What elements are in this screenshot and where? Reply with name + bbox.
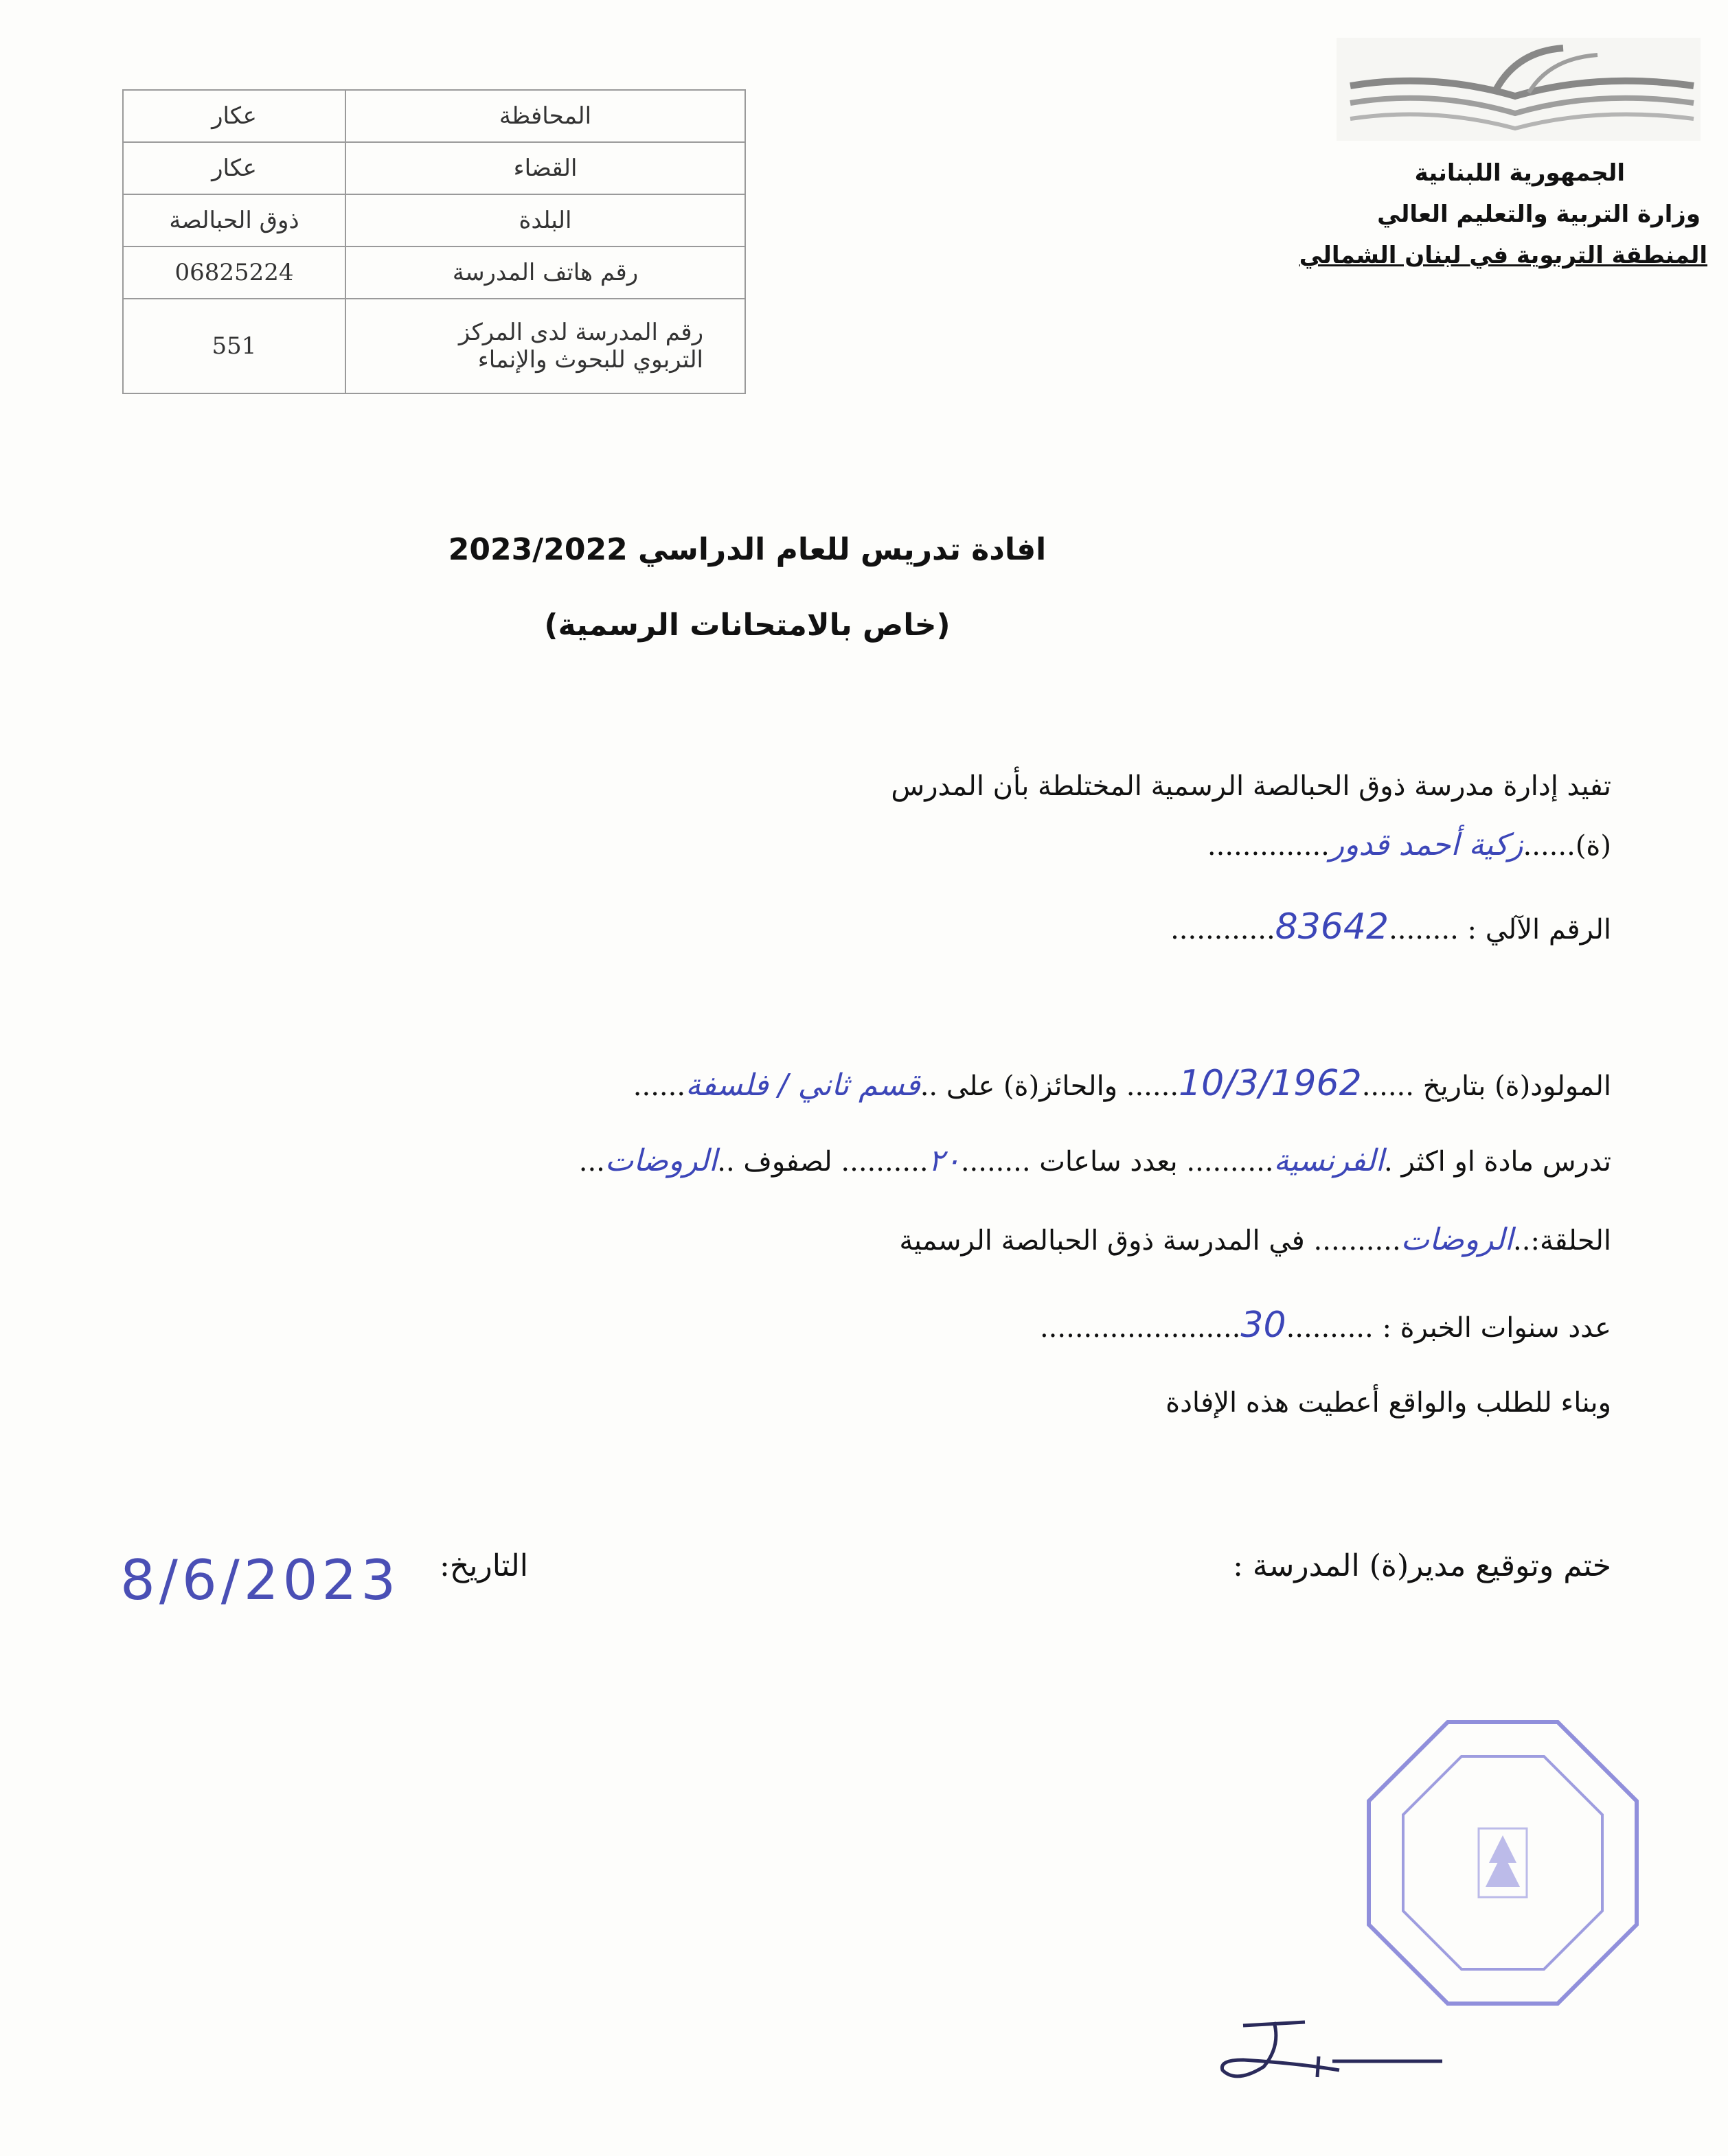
birth-line: المولود(ة) بتاريخ ......10/3/1962...... والحائز(ة) على ..قسم ثاني / فلسفة...... <box>633 1063 1611 1104</box>
hours-value: ٢٠ <box>928 1143 961 1178</box>
school-code-label <box>345 299 745 393</box>
experience-line: عدد سنوات الخبرة : ..........30....................... <box>1039 1305 1611 1346</box>
town-value: ذوق الحبالصة <box>123 194 345 246</box>
date-value: 8/6/2023 <box>120 1548 400 1612</box>
table-row <box>123 142 745 194</box>
school-code-label-line2: التربوي للبحوث والإنماء <box>477 346 703 374</box>
holder-label: والحائز(ة) على <box>946 1070 1118 1102</box>
holder-value: قسم ثاني / فلسفة <box>685 1068 920 1103</box>
teaches-label: تدرس مادة او اكثر <box>1401 1146 1611 1178</box>
closing-text: وبناء للطلب والواقع أعطيت هذه الإفادة <box>1166 1387 1611 1419</box>
document-title: افادة تدريس للعام الدراسي 2023/2022 <box>448 532 1047 567</box>
school-code-value: 551 <box>123 299 345 393</box>
teacher-name: زكية أحمد قدور <box>1329 827 1523 862</box>
date-label: التاريخ: <box>440 1548 529 1583</box>
school-stamp-icon <box>1358 1715 1647 2010</box>
id-line: الرقم الآلي : ........83642............ <box>1170 906 1611 948</box>
school-code-label-line1: رقم المدرسة لدى المركز <box>458 319 703 346</box>
table-row <box>123 90 745 142</box>
republic-name: الجمهورية اللبنانية <box>1414 159 1625 187</box>
governorate-value: عكار <box>123 90 345 142</box>
classes-value: الروضات <box>604 1143 718 1178</box>
document-subtitle: (خاص بالامتحانات الرسمية) <box>544 608 951 643</box>
intro-text: تفيد إدارة مدرسة ذوق الحبالصة الرسمية المختلطة بأن المدرس <box>891 770 1611 802</box>
signature-label: ختم وتوقيع مدير(ة) المدرسة : <box>1233 1548 1611 1583</box>
cycle-value: الروضات <box>1400 1222 1514 1257</box>
experience-label: عدد سنوات الخبرة : <box>1382 1312 1611 1344</box>
governorate-label: المحافظة <box>345 90 745 142</box>
id-label: الرقم الآلي : <box>1467 914 1611 945</box>
table-row <box>123 194 745 246</box>
id-value: 83642 <box>1275 906 1389 948</box>
table-row <box>123 246 745 299</box>
teacher-prefix: (ة) <box>1575 830 1611 862</box>
teaching-line: تدرس مادة او اكثر .الفرنسية.......... بعدد ساعات ........٢٠.......... لصفوف ..الروضات... <box>578 1143 1611 1178</box>
district-label: القضاء <box>345 142 745 194</box>
phone-label: رقم هاتف المدرسة <box>345 246 745 299</box>
teacher-line: (ة)......زكية أحمد قدور.............. <box>1207 827 1611 862</box>
district-value: عكار <box>123 142 345 194</box>
intro-line <box>891 770 1611 802</box>
school-text: في المدرسة ذوق الحبالصة الرسمية <box>899 1225 1305 1257</box>
ministry-name: وزارة التربية والتعليم العالي <box>1377 200 1701 228</box>
table-row <box>123 299 745 393</box>
born-value: 10/3/1962 <box>1179 1063 1362 1104</box>
born-label: المولود(ة) بتاريخ <box>1422 1070 1611 1102</box>
region-name: المنطقة التربوية في لبنان الشمالي <box>1299 242 1707 269</box>
ministry-logo-icon <box>1337 38 1701 141</box>
subject-value: الفرنسية <box>1273 1143 1385 1178</box>
cycle-line: الحلقة:..الروضات.......... في المدرسة ذوق الحبالصة الرسمية <box>899 1222 1611 1257</box>
classes-label: لصفوف <box>743 1146 832 1178</box>
closing-line <box>1166 1387 1611 1419</box>
hours-label: بعدد ساعات <box>1039 1146 1178 1178</box>
school-info-table <box>122 89 746 394</box>
director-signature-icon <box>1216 2005 1442 2094</box>
cycle-label: الحلقة: <box>1530 1225 1611 1257</box>
experience-value: 30 <box>1240 1305 1286 1346</box>
town-label: البلدة <box>345 194 745 246</box>
phone-value: 06825224 <box>123 246 345 299</box>
